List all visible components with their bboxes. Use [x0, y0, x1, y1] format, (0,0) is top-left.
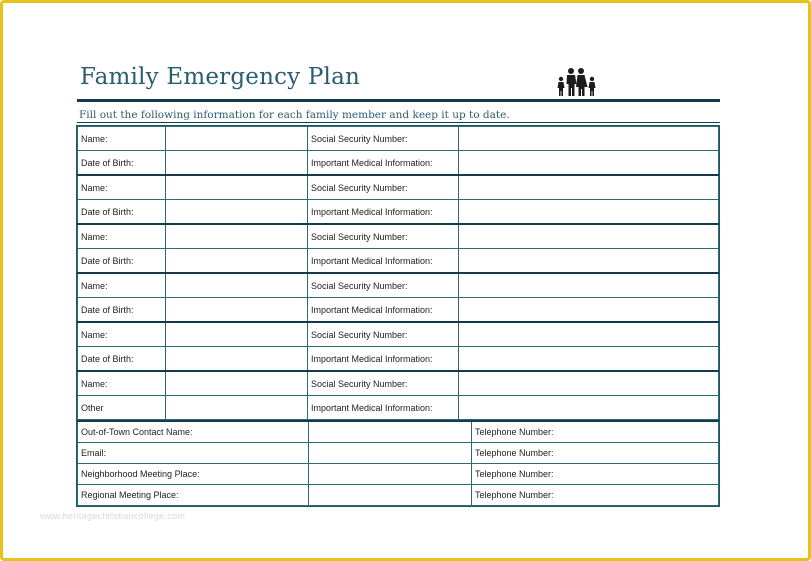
member-field-label: Name:	[78, 175, 166, 200]
member-row	[78, 322, 719, 347]
member-field-label: Name:	[78, 224, 166, 249]
member-field-label: Date of Birth:	[78, 249, 166, 274]
telephone-label: Telephone Number:	[472, 485, 719, 506]
contact-row	[78, 421, 719, 443]
member-detail-input[interactable]	[459, 322, 719, 347]
member-row	[78, 175, 719, 200]
member-detail-label: Social Security Number:	[308, 224, 459, 249]
member-field-input[interactable]	[166, 249, 308, 274]
contact-label: Email:	[78, 443, 309, 464]
telephone-label: Telephone Number:	[472, 443, 719, 464]
page-title: Family Emergency Plan	[80, 64, 361, 90]
family-members-table	[77, 126, 719, 420]
member-field-input[interactable]	[166, 347, 308, 372]
member-row	[78, 224, 719, 249]
telephone-label: Telephone Number:	[472, 421, 719, 443]
member-field-input[interactable]	[166, 151, 308, 176]
member-detail-label: Social Security Number:	[308, 175, 459, 200]
contact-row	[78, 443, 719, 464]
watermark: www.heritagechristiancollege.com	[40, 511, 186, 521]
member-detail-input[interactable]	[459, 200, 719, 225]
member-detail-label: Important Medical Information:	[308, 298, 459, 323]
member-field-input[interactable]	[166, 298, 308, 323]
member-row	[78, 347, 719, 372]
member-detail-input[interactable]	[459, 396, 719, 420]
member-detail-label: Important Medical Information:	[308, 151, 459, 176]
member-detail-input[interactable]	[459, 273, 719, 298]
member-field-input[interactable]	[166, 371, 308, 396]
member-detail-input[interactable]	[459, 371, 719, 396]
title-rule	[77, 99, 720, 102]
member-field-label: Name:	[78, 127, 166, 151]
contact-label: Neighborhood Meeting Place:	[78, 464, 309, 485]
member-detail-label: Social Security Number:	[308, 371, 459, 396]
member-detail-label: Important Medical Information:	[308, 396, 459, 420]
member-field-label: Date of Birth:	[78, 200, 166, 225]
telephone-label: Telephone Number:	[472, 464, 719, 485]
member-field-input[interactable]	[166, 273, 308, 298]
member-field-label: Name:	[78, 273, 166, 298]
contact-input[interactable]	[309, 464, 472, 485]
member-detail-input[interactable]	[459, 249, 719, 274]
member-row	[78, 249, 719, 274]
member-detail-label: Important Medical Information:	[308, 249, 459, 274]
member-field-input[interactable]	[166, 127, 308, 151]
member-row	[78, 396, 719, 420]
member-detail-label: Important Medical Information:	[308, 347, 459, 372]
member-detail-input[interactable]	[459, 127, 719, 151]
member-row	[78, 127, 719, 151]
contact-input[interactable]	[309, 421, 472, 443]
contact-input[interactable]	[309, 443, 472, 464]
instructions: Fill out the following information for each family member and keep it up to date.	[79, 109, 510, 121]
member-detail-input[interactable]	[459, 175, 719, 200]
member-field-input[interactable]	[166, 322, 308, 347]
member-detail-label: Important Medical Information:	[308, 200, 459, 225]
member-field-input[interactable]	[166, 396, 308, 420]
member-field-input[interactable]	[166, 175, 308, 200]
member-row	[78, 371, 719, 396]
contact-row	[78, 485, 719, 506]
contact-label: Out-of-Town Contact Name:	[78, 421, 309, 443]
member-field-label: Name:	[78, 322, 166, 347]
member-detail-input[interactable]	[459, 298, 719, 323]
member-detail-input[interactable]	[459, 151, 719, 176]
member-detail-label: Social Security Number:	[308, 322, 459, 347]
member-detail-input[interactable]	[459, 224, 719, 249]
member-row	[78, 298, 719, 323]
member-field-label: Name:	[78, 371, 166, 396]
member-field-label: Date of Birth:	[78, 347, 166, 372]
family-icon	[555, 67, 599, 97]
instructions-rule	[77, 122, 720, 123]
member-row	[78, 200, 719, 225]
contacts-table	[77, 420, 719, 506]
contact-input[interactable]	[309, 485, 472, 506]
member-field-label: Date of Birth:	[78, 298, 166, 323]
member-field-label: Date of Birth:	[78, 151, 166, 176]
member-detail-label: Social Security Number:	[308, 127, 459, 151]
member-field-label: Other	[78, 396, 166, 420]
contact-label: Regional Meeting Place:	[78, 485, 309, 506]
member-detail-input[interactable]	[459, 347, 719, 372]
contact-row	[78, 464, 719, 485]
member-field-input[interactable]	[166, 224, 308, 249]
emergency-form	[76, 125, 720, 507]
member-row	[78, 273, 719, 298]
member-field-input[interactable]	[166, 200, 308, 225]
member-detail-label: Social Security Number:	[308, 273, 459, 298]
member-row	[78, 151, 719, 176]
